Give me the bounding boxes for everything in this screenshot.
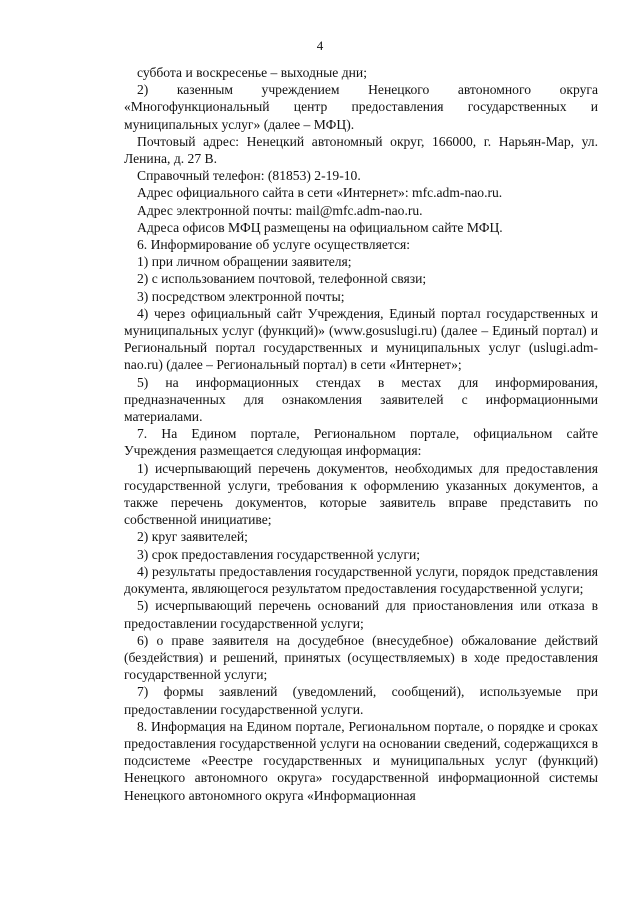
paragraph-section-6: 6. Информирование об услуге осуществляется: bbox=[137, 237, 411, 253]
paragraph-weekend: суббота и воскресенье – выходные дни; bbox=[137, 65, 367, 80]
list-item: 4) через официальный сайт Учреждения, Единый портал государственных и муниципальных услуг (функций)» (www.gosuslugi.ru) (далее – Единый портал) и Региональный портал государственных и муниципальных услуг (uslugi.adm-nao.ru) (далее – Региональный портал) в сети «Интернет»; bbox=[124, 305, 598, 373]
list-item: 5) на информационных стендах в местах для информирования, предназначенных для ознакомления заявителей с информационными материалами. bbox=[124, 374, 598, 425]
list-item: 3) посредством электронной почты; bbox=[137, 288, 345, 304]
paragraph-section-8: 8. Информация на Едином портале, Региональном портале, о порядке и сроках предоставления государственной услуги на основании сведений, содержащихся в подсистеме «Реестре государственных и муниципальных услуг (функций) Ненецкого автономного округа» государственной информационной системы Ненецкого автономного округа «Информационная bbox=[124, 718, 598, 803]
paragraph-section-7: 7. На Едином портале, Региональном портале, официальном сайте Учреждения размещается следующая информация: bbox=[124, 426, 598, 459]
document-body bbox=[124, 64, 598, 804]
paragraph-phone: Справочный телефон: (81853) 2-19-10. bbox=[137, 168, 361, 184]
paragraph-postal-address: Почтовый адрес: Ненецкий автономный округ, 166000, г. Нарьян-Мар, ул. Ленина, д. 27 В. bbox=[124, 133, 598, 167]
list-item: 6) о праве заявителя на досудебное (внесудебное) обжалование действий (бездействия) и решений, принятых (осуществляемых) в ходе предоставления государственной услуги; bbox=[124, 632, 598, 683]
list-item: 5) исчерпывающий перечень оснований для приостановления или отказа в предоставлении государственной услуги; bbox=[124, 598, 598, 631]
list-item: 4) результаты предоставления государственной услуги, порядок представления документа, являющегося результатом предоставления государственной услуги; bbox=[124, 563, 598, 597]
list-item: 1) при личном обращении заявителя; bbox=[137, 254, 352, 270]
paragraph-email: Адрес электронной почты: mail@mfc.adm-nao.ru. bbox=[137, 202, 423, 218]
list-item: 3) срок предоставления государственной услуги; bbox=[137, 546, 421, 562]
paragraph-mfc: 2) казенным учреждением Ненецкого автономного округа «Многофункциональный центр предоставления государственных и муниципальных услуг» (далее – МФЦ). bbox=[124, 82, 598, 132]
list-item: 2) круг заявителей; bbox=[137, 529, 248, 545]
paragraph-website: Адрес официального сайта в сети «Интернет»: mfc.adm-nao.ru. bbox=[137, 185, 503, 201]
list-item: 7) формы заявлений (уведомлений, сообщений), используемые при предоставлении государственной услуги. bbox=[124, 684, 598, 717]
list-item: 1) исчерпывающий перечень документов, необходимых для предоставления государственной услуги, требования к оформлению указанных документов, а также перечень документов, которые заявитель вправе представить по собственной инициативе; bbox=[124, 460, 598, 528]
paragraph-offices: Адреса офисов МФЦ размещены на официальном сайте МФЦ. bbox=[137, 219, 503, 235]
page-number: 4 bbox=[316, 38, 324, 53]
list-item: 2) с использованием почтовой, телефонной связи; bbox=[137, 271, 427, 287]
